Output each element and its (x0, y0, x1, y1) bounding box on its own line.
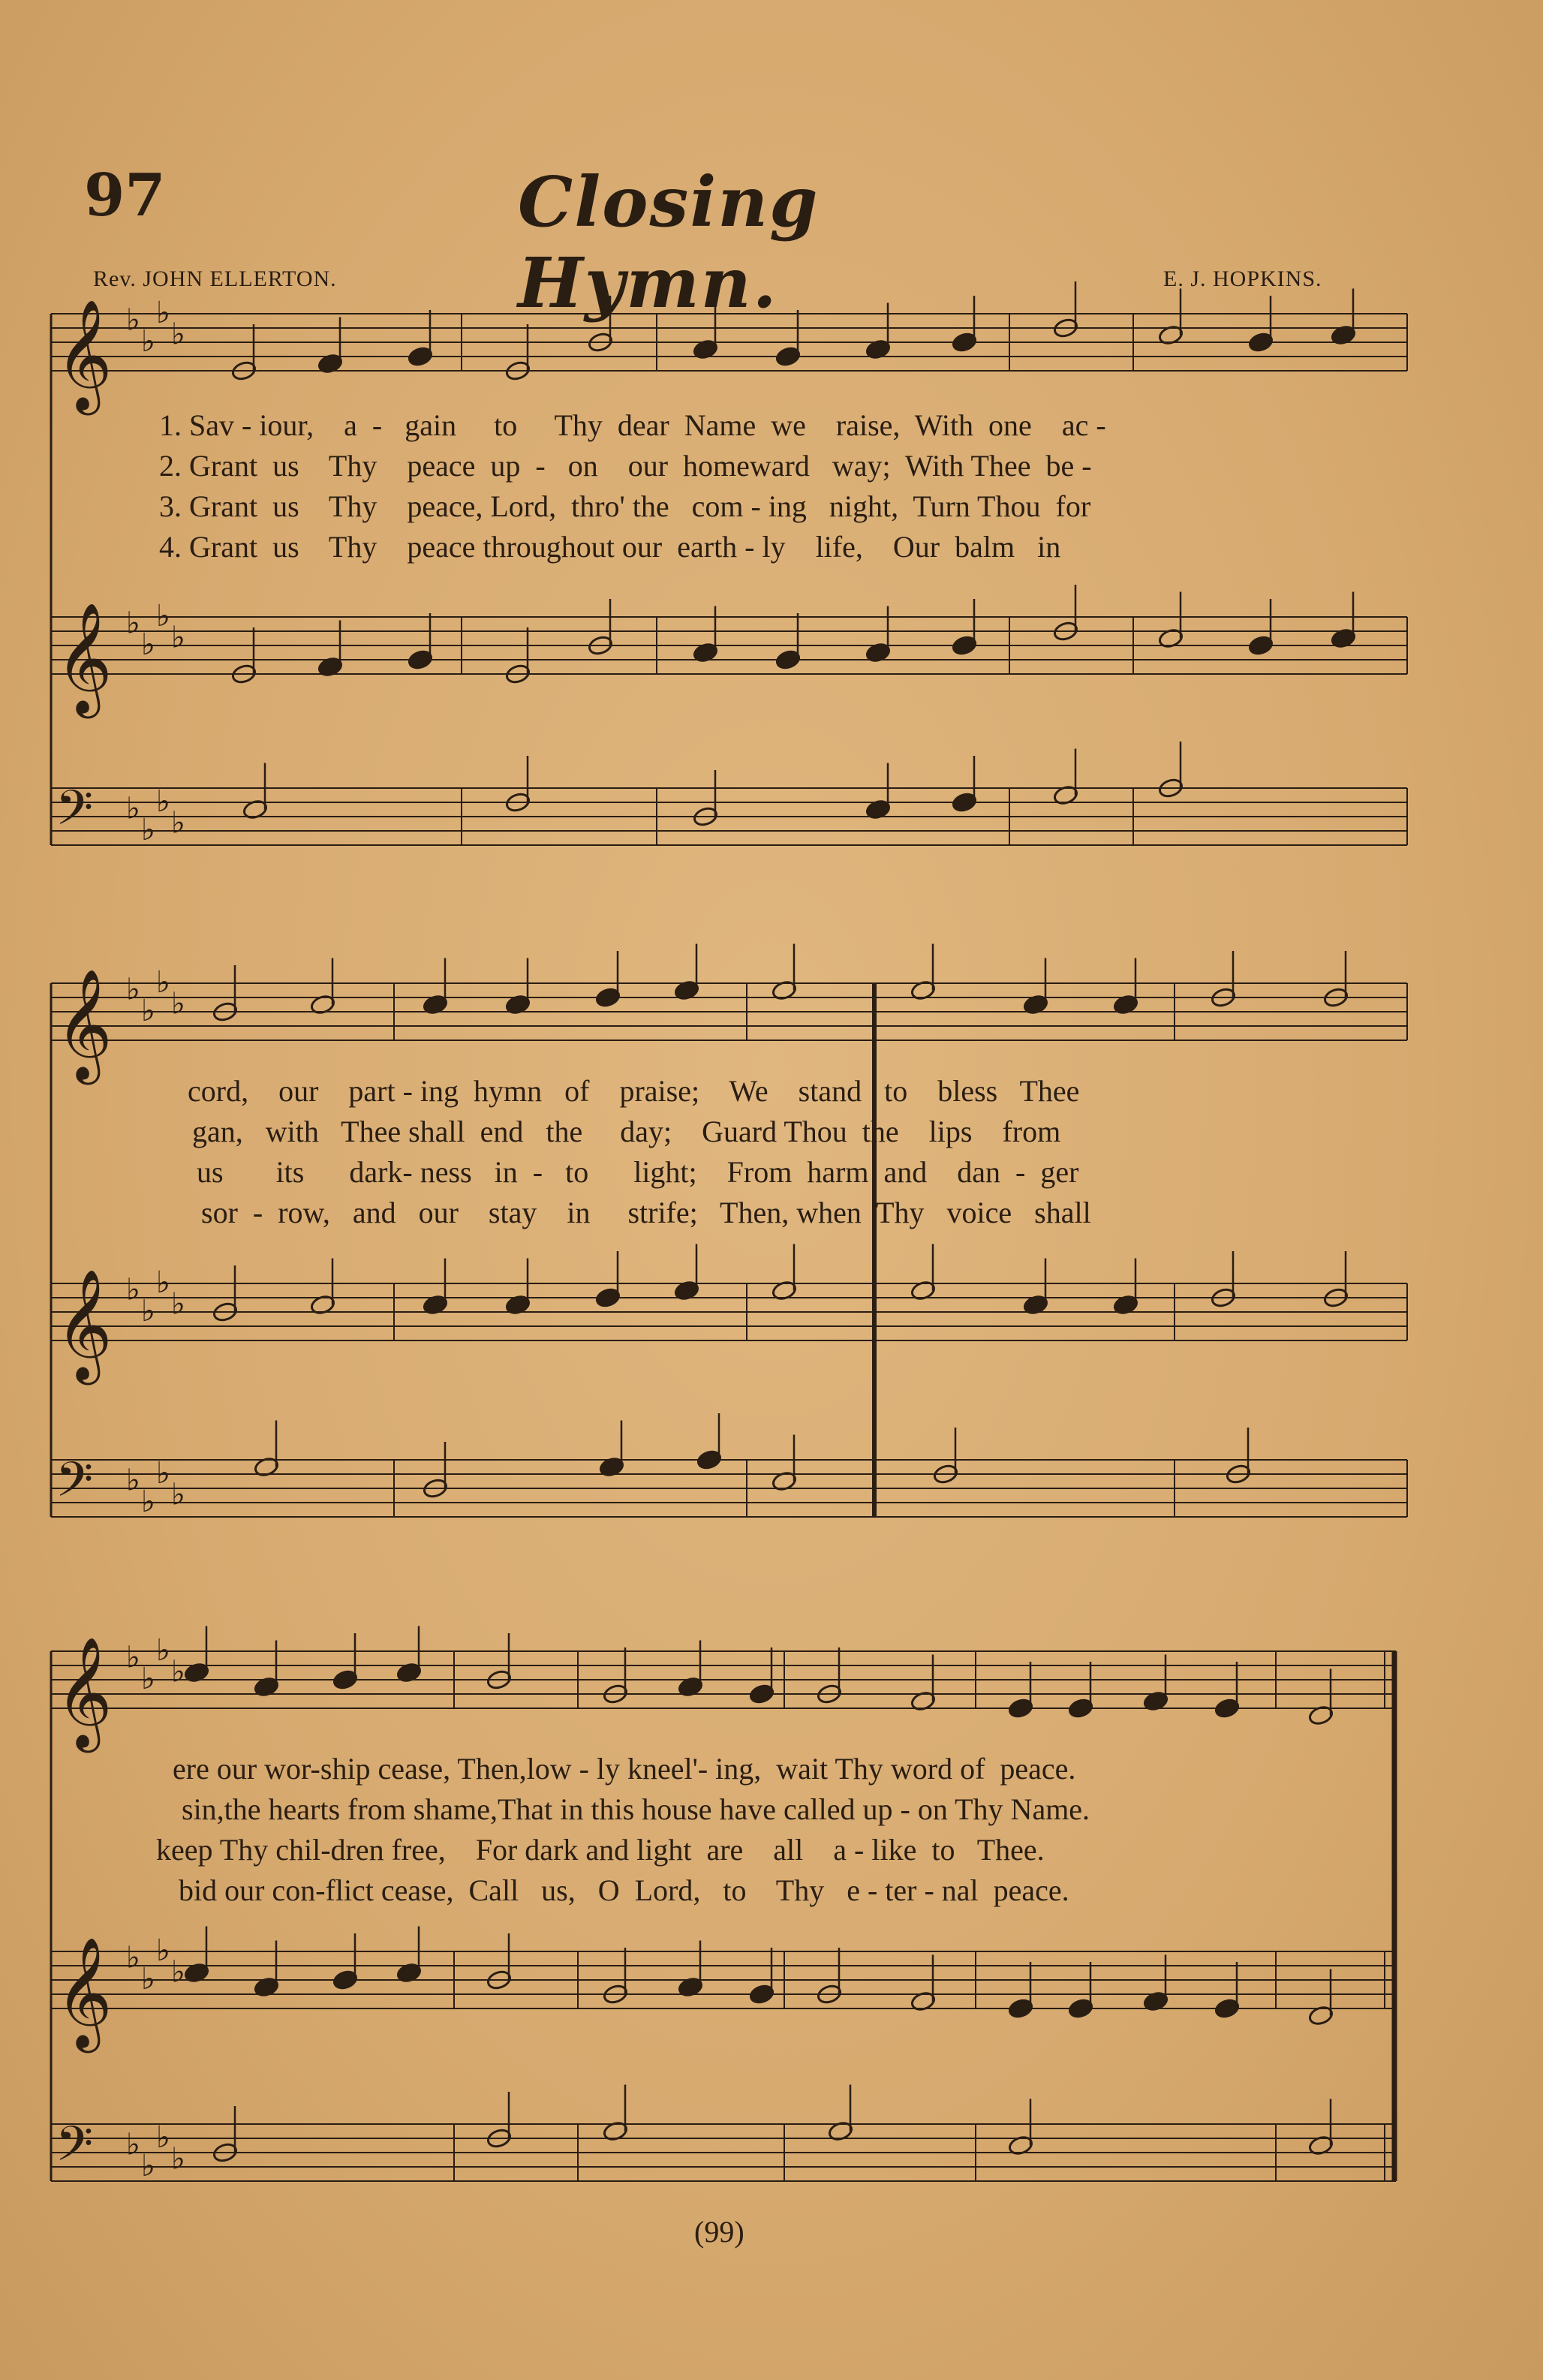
lyric-verse-4: sor - row, and our stay in strife; Then, when Thy voice shall (201, 1196, 1091, 1229)
flat-icon: ♭ (126, 1272, 140, 1307)
flat-icon: ♭ (156, 599, 170, 633)
flat-icon: ♭ (171, 986, 185, 1022)
flat-icon: ♭ (171, 805, 185, 841)
treble-clef-icon: 𝄞 (56, 299, 113, 411)
bass-clef-icon: 𝄢 (56, 781, 94, 848)
flat-icon: ♭ (171, 620, 185, 655)
flat-icon: ♭ (141, 627, 155, 662)
page-number: (99) (694, 2215, 744, 2249)
author-credit: Rev. JOHN ELLERTON. (93, 266, 337, 291)
lyric-verse-1: cord, our part - ing hymn of praise; We stand to bless Thee (188, 1074, 1080, 1108)
treble-clef-icon: 𝄞 (56, 602, 113, 714)
flat-icon: ♭ (141, 1662, 155, 1696)
flat-icon: ♭ (141, 2149, 155, 2183)
lyric-verse-1: 1. Sav - iour, a - gain to Thy dear Name we raise, With one ac - (159, 408, 1106, 442)
flat-icon: ♭ (141, 813, 155, 847)
flat-icon: ♭ (156, 1933, 170, 1968)
flat-icon: ♭ (171, 2141, 185, 2177)
flat-icon: ♭ (126, 791, 140, 826)
lyric-verse-4: 4. Grant us Thy peace throughout our earth - ly life, Our balm in (159, 530, 1061, 564)
flat-icon: ♭ (171, 1954, 185, 1990)
flat-icon: ♭ (141, 324, 155, 359)
hymn-title: Closing Hymn. (518, 161, 820, 323)
flat-icon: ♭ (171, 317, 185, 352)
bass-clef-icon: 𝄢 (56, 1452, 94, 1520)
bass-clef-icon: 𝄢 (56, 2117, 94, 2184)
flat-icon: ♭ (126, 1940, 140, 1975)
flat-icon: ♭ (126, 1463, 140, 1498)
flat-icon: ♭ (156, 2120, 170, 2155)
flat-icon: ♭ (141, 1962, 155, 1996)
flat-icon: ♭ (126, 1640, 140, 1675)
hymn-number: 97 (84, 161, 166, 230)
flat-icon: ♭ (156, 296, 170, 330)
lyric-verse-2: 2. Grant us Thy peace up - on our homeward way; With Thee be - (159, 449, 1092, 483)
composer-credit: E. J. HOPKINS. (1163, 266, 1322, 291)
treble-clef-icon: 𝄞 (56, 1636, 113, 1748)
lyric-verse-2: sin,the hearts from shame,That in this house have called up - on Thy Name. (182, 1792, 1090, 1826)
lyric-verse-3: us its dark- ness in - to light; From harm and dan - ger (197, 1155, 1079, 1189)
flat-icon: ♭ (141, 1485, 155, 1519)
lyric-verse-3: keep Thy chil-dren free, For dark and light are all a - like to Thee. (156, 1833, 1045, 1867)
flat-icon: ♭ (156, 1265, 170, 1300)
treble-clef-icon: 𝄞 (56, 1268, 113, 1380)
treble-clef-icon: 𝄞 (56, 968, 113, 1080)
flat-icon: ♭ (126, 606, 140, 641)
flat-icon: ♭ (141, 1294, 155, 1328)
lyric-verse-4: bid our con-flict cease, Call us, O Lord, to Thy e - ter - nal peace. (179, 1873, 1069, 1907)
flat-icon: ♭ (126, 302, 140, 338)
flat-icon: ♭ (126, 2127, 140, 2162)
flat-icon: ♭ (156, 965, 170, 1000)
flat-icon: ♭ (171, 1477, 185, 1512)
lyric-verse-1: ere our wor-ship cease, Then,low - ly kneel'- ing, wait Thy word of peace. (173, 1752, 1076, 1786)
treble-clef-icon: 𝄞 (56, 1936, 113, 2048)
flat-icon: ♭ (156, 1456, 170, 1491)
flat-icon: ♭ (171, 1654, 185, 1689)
flat-icon: ♭ (156, 1633, 170, 1668)
flat-icon: ♭ (171, 1286, 185, 1322)
lyric-verse-2: gan, with Thee shall end the day; Guard Thou the lips from (192, 1115, 1061, 1148)
flat-icon: ♭ (126, 972, 140, 1007)
flat-icon: ♭ (141, 994, 155, 1028)
flat-icon: ♭ (156, 784, 170, 819)
lyric-verse-3: 3. Grant us Thy peace, Lord, thro' the com - ing night, Turn Thou for (159, 489, 1091, 523)
